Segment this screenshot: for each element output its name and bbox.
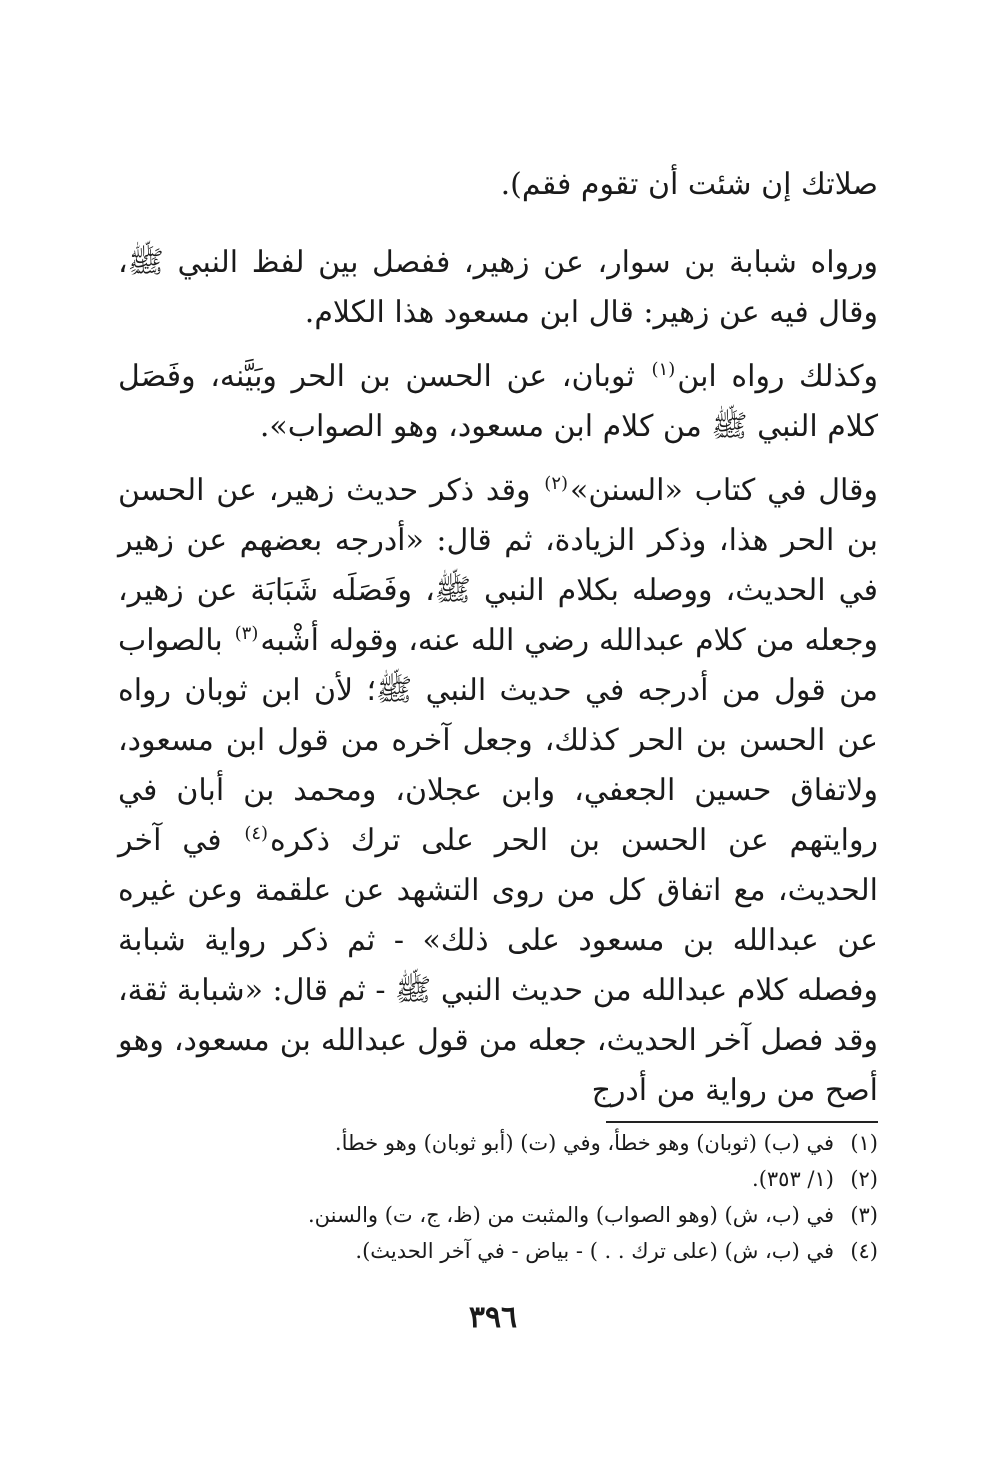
footnote-number: (٢) xyxy=(850,1167,878,1191)
footnote-text: في (ب، ش) (وهو الصواب) والمثبت من (ظ، ج، ت) والسنن. xyxy=(307,1203,834,1227)
footnote-number: (١) xyxy=(850,1131,878,1155)
paragraph-4-text-a: وقال في كتاب «السنن» xyxy=(570,473,878,508)
footnote-number: (٣) xyxy=(850,1203,878,1227)
paragraph-4 xyxy=(118,466,878,1116)
footnotes xyxy=(200,1125,878,1269)
paragraph-4-text-d: في آخر الحديث، مع اتفاق كل من روى التشهد عن علقمة وعن غيره عن عبدالله بن مسعود على ذلك» - ثم ذكر رواية شبابة وفصله كلام عبدالله من حديث النبي ﷺ - ثم قال: «شبابة ثقة، وقد فصل آخر الحديث، جعله من قول عبدالله بن مسعود، وهو أصح من رواية من أدرج xyxy=(118,823,878,1108)
paragraph-2 xyxy=(118,238,878,338)
paragraph-4-text-b: وقد ذكر حديث زهير، عن الحسن بن الحر هذا، وذكر الزيادة، ثم قال: «أدرجه بعضهم عن زهير في الحديث، ووصله بكلام النبي ﷺ، وفَصَلَه شَبَابَة عن زهير، وجعله من كلام عبدالله رضي الله عنه، وقوله أشْبه xyxy=(118,473,878,658)
footnote-1 xyxy=(200,1125,878,1161)
footnote-2 xyxy=(200,1161,878,1197)
footnote-text: (١/ ٣٥٣). xyxy=(752,1167,834,1191)
footnote-3 xyxy=(200,1197,878,1233)
paragraph-3 xyxy=(118,352,878,452)
page-number: ٣٩٦ xyxy=(468,1300,518,1335)
footnote-ref-4[interactable]: (٤) xyxy=(244,823,269,844)
paragraph-3-text-b: ثوبان، عن الحسن بن الحر وبَيَّنه، وفَصَل كلام النبي ﷺ من كلام ابن مسعود، وهو الصواب». xyxy=(118,359,878,444)
footnote-ref-2[interactable]: (٢) xyxy=(544,473,569,494)
paragraph-1-text: صلاتك إن شئت أن تقوم فقم). xyxy=(500,167,878,202)
footnote-4 xyxy=(200,1233,878,1269)
footnote-number: (٤) xyxy=(850,1239,878,1263)
footnote-ref-3[interactable]: (٣) xyxy=(234,623,259,644)
footnote-text: في (ب) (ثوبان) وهو خطأ، وفي (ت) (أبو ثوبان) وهو خطأ. xyxy=(334,1131,834,1155)
footnote-separator xyxy=(606,1121,878,1123)
paragraph-2-text: ورواه شبابة بن سوار، عن زهير، ففصل بين لفظ النبي ﷺ، وقال فيه عن زهير: قال ابن مسعود هذا الكلام. xyxy=(118,245,878,330)
footnote-ref-1[interactable]: (١) xyxy=(651,359,676,380)
footnote-text: في (ب، ش) (على ترك . . ) - بياض - في آخر الحديث). xyxy=(355,1239,834,1263)
paragraph-4-text-c: بالصواب من قول من أدرجه في حديث النبي ﷺ؛ لأن ابن ثوبان رواه عن الحسن بن الحر كذلك، وجعل آخره من قول ابن مسعود، ولاتفاق حسين الجعفي، وابن عجلان، ومحمد بن أبان في روايتهم عن الحسن بن الحر على ترك ذكره xyxy=(118,623,878,858)
paragraph-1 xyxy=(118,160,878,210)
paragraph-3-text-a: وكذلك رواه ابن xyxy=(677,359,878,394)
